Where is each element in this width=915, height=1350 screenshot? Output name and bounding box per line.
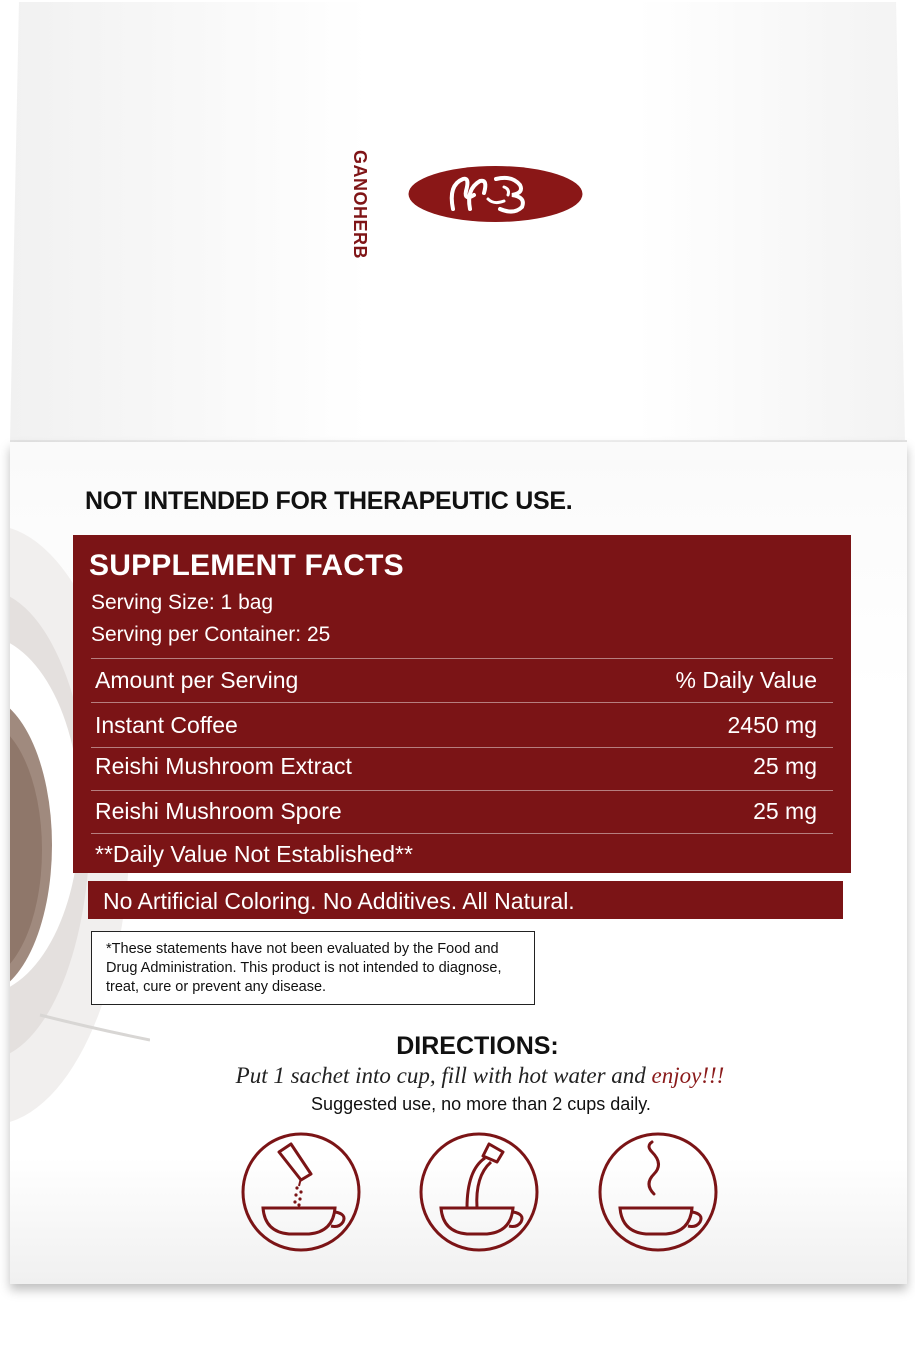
fda-disclaimer: *These statements have not been evaluated by the Food and Drug Administration. This product is not intended to diagnose, treat, cure or prevent any disease. [91, 931, 535, 1005]
divider [91, 702, 833, 703]
directions-title: DIRECTIONS: [396, 1032, 559, 1060]
brand-name: GANOHERB [350, 150, 370, 260]
ingredient-label: Instant Coffee [95, 712, 238, 738]
pour-sachet-icon [239, 1130, 363, 1254]
directions-main: Put 1 sachet into cup, fill with hot water and [235, 1063, 652, 1088]
divider [91, 790, 833, 791]
natural-claim-banner: No Artificial Coloring. No Additives. All Natural. [88, 881, 843, 919]
divider [91, 747, 833, 748]
ingredient-value: 25 mg [753, 798, 817, 824]
divider [91, 658, 833, 659]
supplement-facts-panel [73, 535, 851, 873]
directions-enjoy: enjoy!!! [651, 1063, 725, 1088]
brand-logo-icon [408, 165, 583, 223]
amount-header: Amount per Serving [95, 667, 299, 693]
ingredient-value: 2450 mg [727, 712, 817, 738]
ingredient-value: 25 mg [753, 753, 817, 779]
directions-text [0, 1063, 915, 1089]
pour-water-icon [417, 1130, 541, 1254]
daily-value-header: % Daily Value [675, 667, 817, 693]
divider [91, 833, 833, 834]
ingredient-label: Reishi Mushroom Extract [95, 753, 352, 779]
ingredient-label: Reishi Mushroom Spore [95, 798, 342, 824]
serving-size: Serving Size: 1 bag [91, 591, 274, 614]
facts-title: SUPPLEMENT FACTS [89, 549, 404, 582]
hot-cup-icon [596, 1130, 720, 1254]
servings-per-container: Serving per Container: 25 [91, 623, 331, 646]
suggested-use: Suggested use, no more than 2 cups daily. [311, 1094, 651, 1114]
facts-footnote: **Daily Value Not Established** [95, 841, 413, 867]
therapeutic-warning: NOT INTENDED FOR THERAPEUTIC USE. [85, 487, 573, 515]
